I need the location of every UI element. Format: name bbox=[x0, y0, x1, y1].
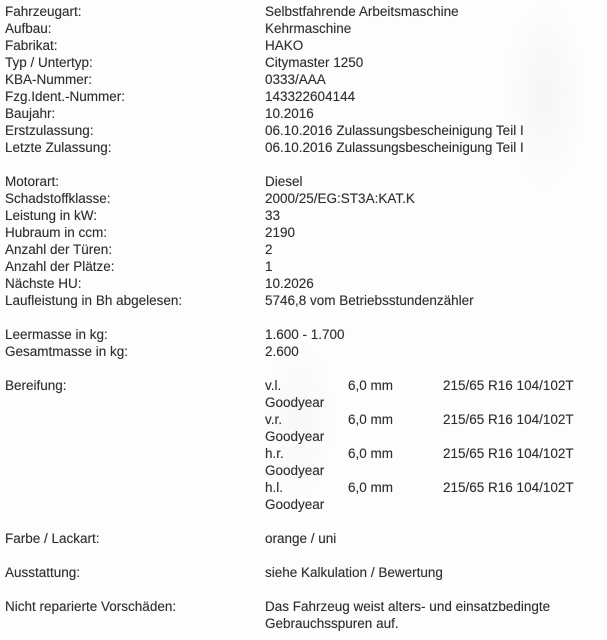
field-label: Schadstoffklasse: bbox=[5, 191, 111, 206]
field-row bbox=[5, 224, 607, 241]
field-row bbox=[5, 241, 607, 258]
field-value: 33 bbox=[265, 208, 281, 223]
field-row bbox=[5, 564, 607, 581]
tire-tread-depth: 6,0 mm bbox=[348, 378, 394, 393]
damage-text-line: Das Fahrzeug weist alters- und einsatzbedingte bbox=[265, 599, 551, 614]
field-label: Typ / Untertyp: bbox=[5, 55, 93, 70]
field-value: Diesel bbox=[265, 174, 303, 189]
field-label: Letzte Zulassung: bbox=[5, 140, 112, 155]
tire-entry bbox=[265, 411, 607, 445]
field-label: Baujahr: bbox=[5, 106, 56, 121]
field-value: 1 bbox=[265, 259, 273, 274]
tire-entry bbox=[265, 445, 607, 479]
tire-tread-depth: 6,0 mm bbox=[348, 412, 394, 427]
section-damage bbox=[5, 598, 607, 632]
field-value: 2.600 bbox=[265, 344, 299, 359]
field-label: Laufleistung in Bh abgelesen: bbox=[5, 293, 183, 308]
field-value: HAKO bbox=[265, 38, 304, 53]
field-row bbox=[5, 139, 607, 156]
damage-text-line: Gebrauchsspuren auf. bbox=[265, 616, 399, 631]
tire-position: v.l. bbox=[265, 378, 282, 393]
field-label: Anzahl der Plätze: bbox=[5, 259, 115, 274]
field-label: Nicht reparierte Vorschäden: bbox=[5, 599, 177, 614]
tire-spec-line bbox=[265, 445, 607, 462]
field-value: Selbstfahrende Arbeitsmaschine bbox=[265, 4, 459, 19]
field-label: Leistung in kW: bbox=[5, 208, 98, 223]
field-row bbox=[5, 122, 607, 139]
field-row bbox=[5, 88, 607, 105]
field-label: Ausstattung: bbox=[5, 565, 81, 580]
tire-entry bbox=[265, 377, 607, 411]
field-row bbox=[5, 343, 607, 360]
tire-brand: Goodyear bbox=[265, 463, 325, 478]
field-value: orange / uni bbox=[265, 531, 337, 546]
field-row bbox=[5, 190, 607, 207]
field-value: 06.10.2016 Zulassungsbescheinigung Teil I bbox=[265, 123, 524, 138]
tire-size: 215/65 R16 104/102T bbox=[443, 412, 574, 427]
tire-brand: Goodyear bbox=[265, 395, 325, 410]
field-label: Farbe / Lackart: bbox=[5, 531, 100, 546]
field-label: Motorart: bbox=[5, 174, 60, 189]
field-value: Citymaster 1250 bbox=[265, 55, 364, 70]
field-value: 10.2026 bbox=[265, 276, 314, 291]
field-row bbox=[5, 105, 607, 122]
field-row bbox=[5, 54, 607, 71]
tire-position: h.l. bbox=[265, 480, 284, 495]
field-label: Fahrzeugart: bbox=[5, 4, 82, 19]
tire-position: v.r. bbox=[265, 412, 283, 427]
field-label: KBA-Nummer: bbox=[5, 72, 93, 87]
field-label: Anzahl der Türen: bbox=[5, 242, 113, 257]
field-value: 143322604144 bbox=[265, 89, 356, 104]
field-row bbox=[5, 71, 607, 88]
field-label: Aufbau: bbox=[5, 21, 52, 36]
tire-size: 215/65 R16 104/102T bbox=[443, 446, 574, 461]
field-row bbox=[5, 3, 607, 20]
field-row bbox=[5, 292, 607, 309]
field-row bbox=[5, 275, 607, 292]
tire-position: h.r. bbox=[265, 446, 284, 461]
field-value bbox=[265, 598, 607, 632]
field-row bbox=[5, 530, 607, 547]
field-row bbox=[5, 258, 607, 275]
field-value: 10.2016 bbox=[265, 106, 314, 121]
tire-table bbox=[265, 377, 607, 513]
field-value: Kehrmaschine bbox=[265, 21, 352, 36]
field-row bbox=[5, 377, 607, 513]
field-value: 0333/AAA bbox=[265, 72, 326, 87]
field-row bbox=[5, 326, 607, 343]
tire-brand: Goodyear bbox=[265, 497, 325, 512]
section-mass bbox=[5, 326, 607, 360]
field-row bbox=[5, 173, 607, 190]
tire-entry bbox=[265, 479, 607, 513]
tire-tread-depth: 6,0 mm bbox=[348, 446, 394, 461]
field-label: Fzg.Ident.-Nummer: bbox=[5, 89, 126, 104]
field-row bbox=[5, 37, 607, 54]
tire-size: 215/65 R16 104/102T bbox=[443, 378, 574, 393]
field-label: Bereifung: bbox=[5, 378, 67, 393]
field-label: Gesamtmasse in kg: bbox=[5, 344, 129, 359]
field-value: siehe Kalkulation / Bewertung bbox=[265, 565, 443, 580]
section-engine bbox=[5, 173, 607, 309]
field-value: 2000/25/EG:ST3A:KAT.K bbox=[265, 191, 415, 206]
field-value: 2 bbox=[265, 242, 273, 257]
tire-tread-depth: 6,0 mm bbox=[348, 480, 394, 495]
tire-size: 215/65 R16 104/102T bbox=[443, 480, 574, 495]
section-tires bbox=[5, 377, 607, 513]
field-row bbox=[5, 20, 607, 37]
field-value: 2190 bbox=[265, 225, 296, 240]
section-paint bbox=[5, 530, 607, 547]
field-row bbox=[5, 207, 607, 224]
field-label: Fabrikat: bbox=[5, 38, 58, 53]
field-value: 06.10.2016 Zulassungsbescheinigung Teil I bbox=[265, 140, 524, 155]
section-vehicle-identity bbox=[5, 3, 607, 156]
tire-spec-line bbox=[265, 479, 607, 496]
field-label: Nächste HU: bbox=[5, 276, 82, 291]
field-value: 1.600 - 1.700 bbox=[265, 327, 345, 342]
field-row bbox=[5, 598, 607, 632]
field-value: 5746,8 vom Betriebsstundenzähler bbox=[265, 293, 474, 308]
field-label: Hubraum in ccm: bbox=[5, 225, 108, 240]
section-equipment bbox=[5, 564, 607, 581]
field-label: Erstzulassung: bbox=[5, 123, 94, 138]
tire-spec-line bbox=[265, 377, 607, 394]
field-label: Leermasse in kg: bbox=[5, 327, 108, 342]
tire-brand: Goodyear bbox=[265, 429, 325, 444]
tire-spec-line bbox=[265, 411, 607, 428]
